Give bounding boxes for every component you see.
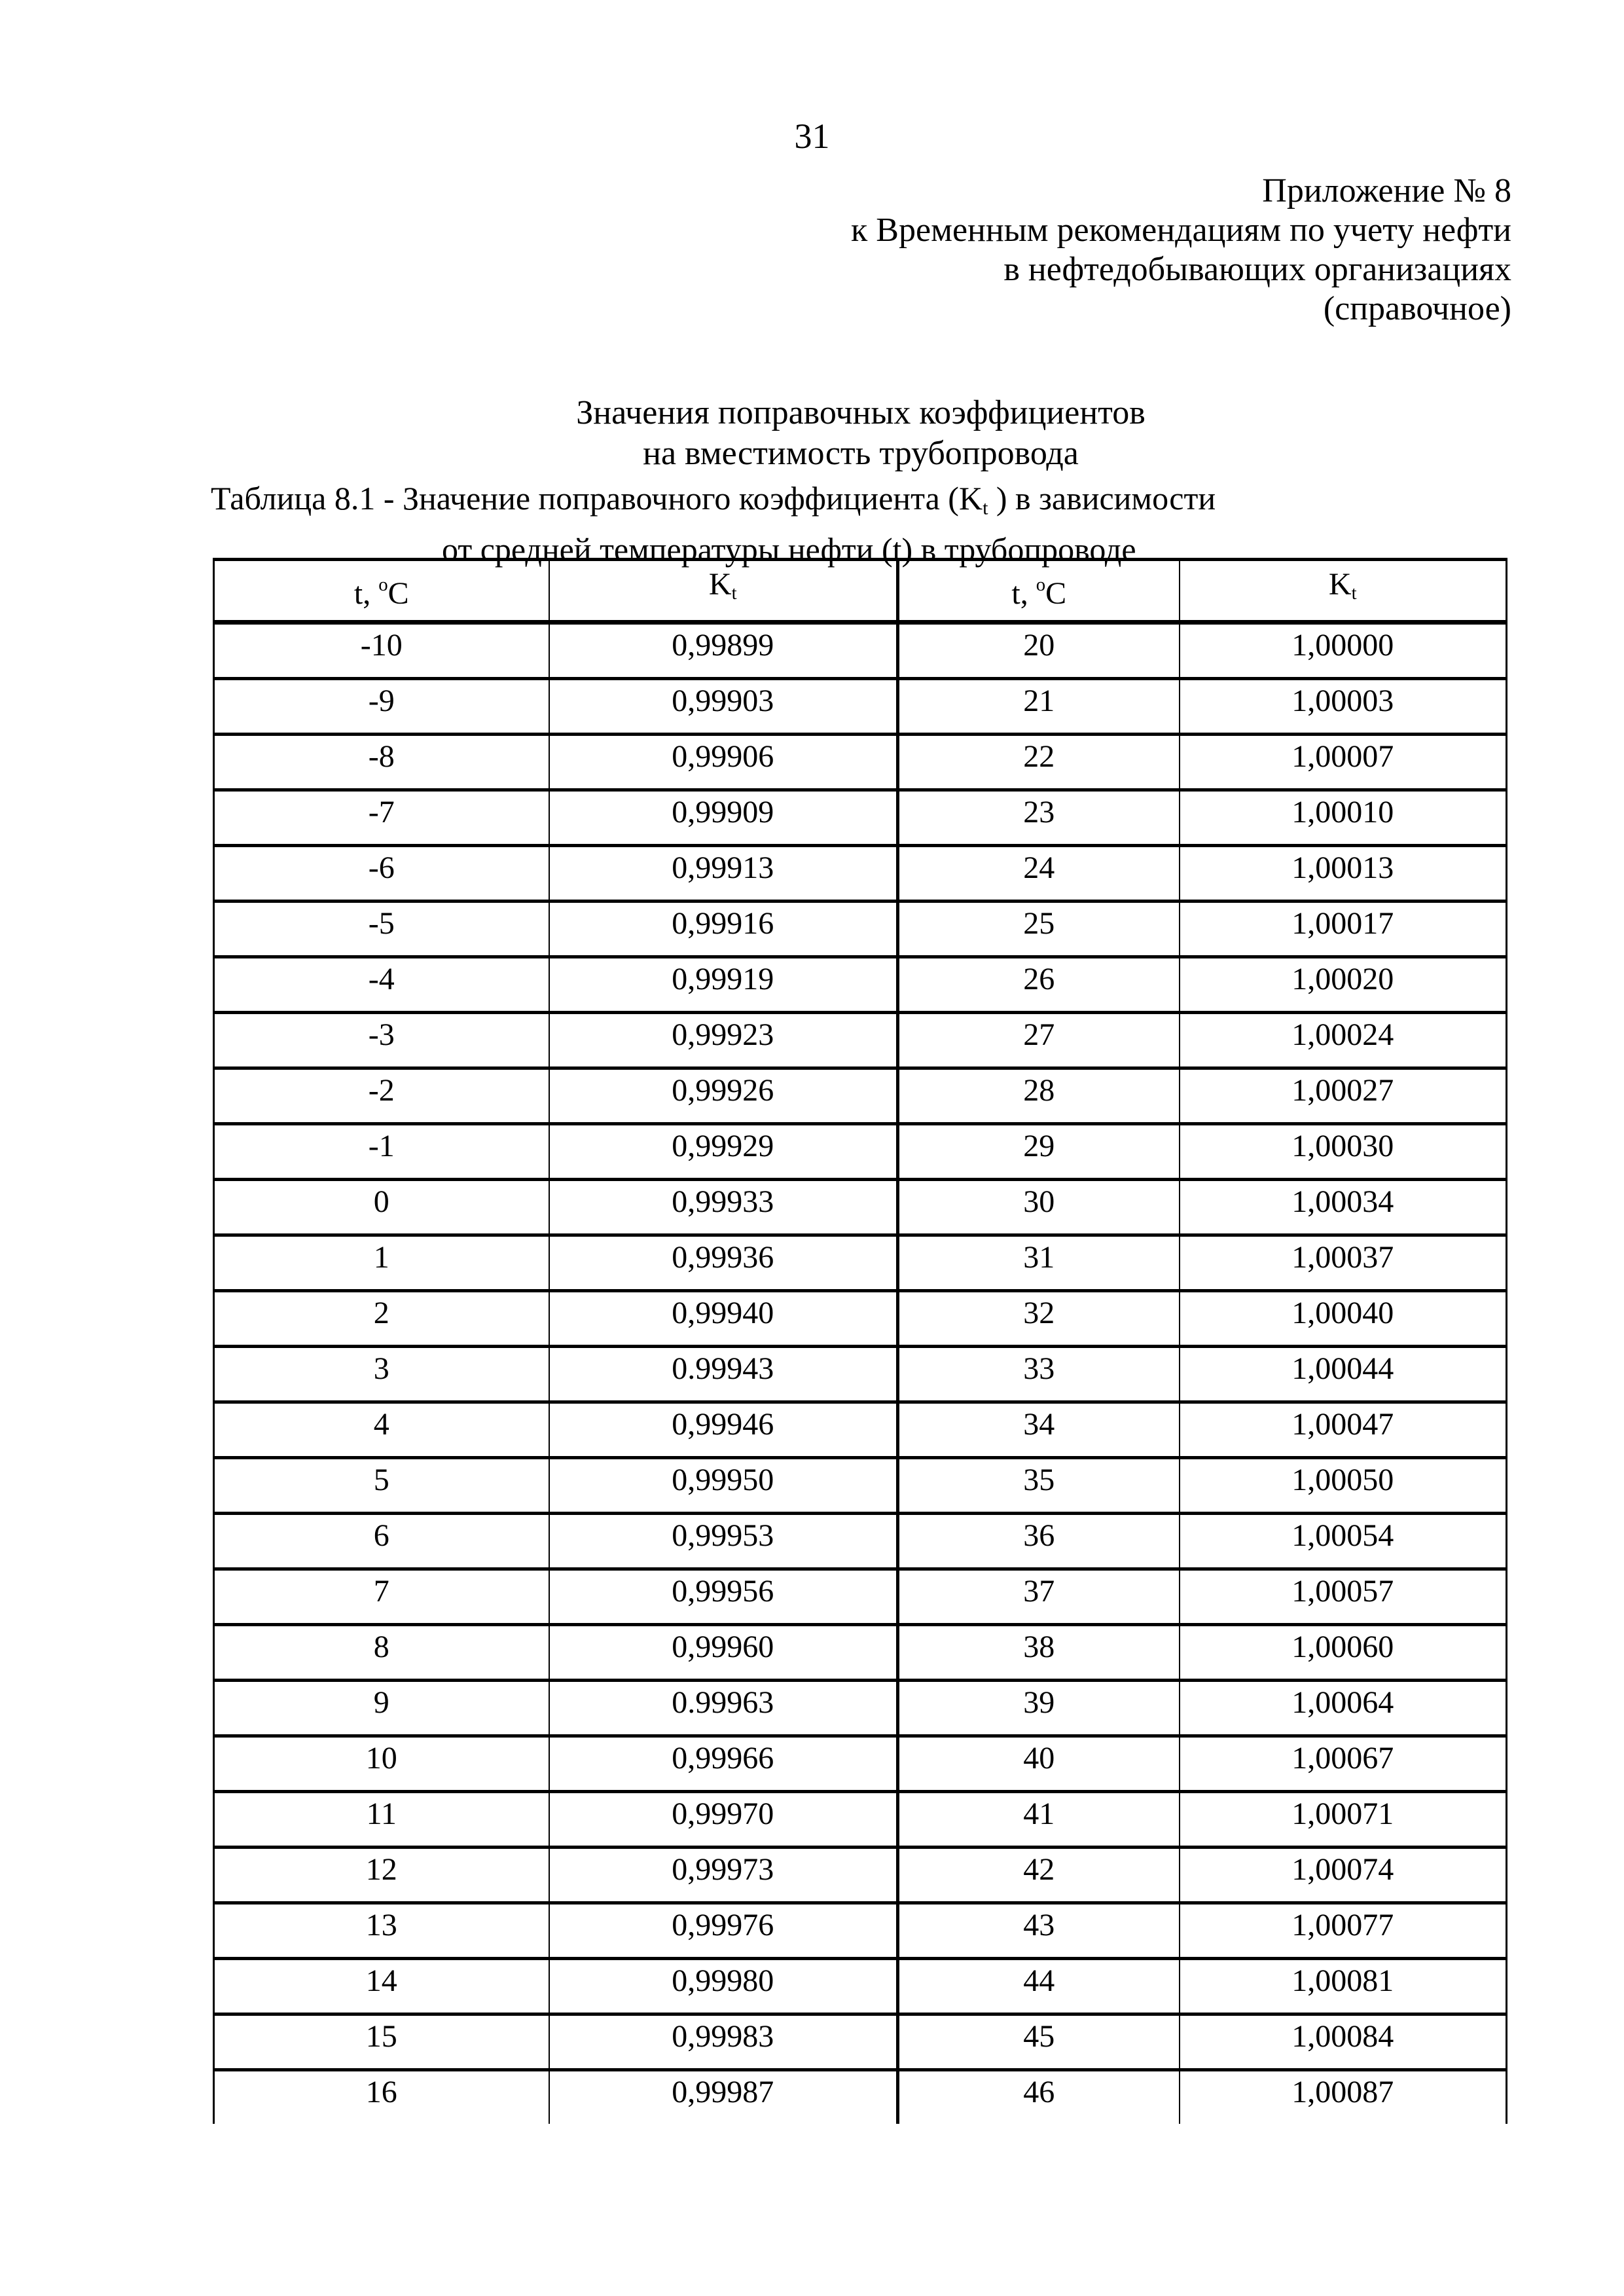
coefficient-cell: 0,99913 [549,846,898,902]
header-coefficient-1: $K_t$ [549,560,898,623]
coefficient-cell: 1,00050 [1180,1458,1507,1514]
coefficient-cell: 1,00064 [1180,1681,1507,1736]
temperature-cell: 7 [214,1569,549,1625]
coefficient-cell: 1,00027 [1180,1068,1507,1124]
temperature-cell: 13 [214,1903,549,1959]
coefficient-cell: 1,00020 [1180,957,1507,1013]
temperature-cell: 41 [898,1792,1180,1848]
temperature-cell: 2 [214,1291,549,1347]
temperature-cell: 37 [898,1569,1180,1625]
temperature-cell: 42 [898,1848,1180,1903]
coefficient-cell: 1,00057 [1180,1569,1507,1625]
table-row [214,1792,1507,1848]
temperature-cell: 28 [898,1068,1180,1124]
header-coefficient-2: $K_t$ [1180,560,1507,623]
coefficient-cell: 1,00044 [1180,1347,1507,1402]
temperature-cell: -9 [214,679,549,735]
coefficient-cell: 0,99906 [549,735,898,790]
temperature-cell: 40 [898,1736,1180,1792]
coefficient-cell: 0,99983 [549,2014,898,2070]
appendix-reference: к Временным рекомендациям по учету нефти [851,211,1511,249]
table-row [214,790,1507,846]
temperature-cell: 8 [214,1625,549,1681]
table-caption [211,478,1216,570]
table-row [214,1347,1507,1402]
table-row [214,2014,1507,2070]
temperature-cell: 35 [898,1458,1180,1514]
temperature-cell: 1 [214,1235,549,1291]
coefficient-cell: 1,00081 [1180,1959,1507,2014]
coefficient-cell: 0,99960 [549,1625,898,1681]
coefficient-cell: 1,00077 [1180,1903,1507,1959]
table-row [214,1124,1507,1180]
table-row [214,1681,1507,1736]
temperature-cell: 10 [214,1736,549,1792]
table-caption-line2: от средней температуры нефти (t) в трубопроводе [442,530,1136,568]
temperature-cell: 9 [214,1681,549,1736]
appendix-reference-continued: в нефтедобывающих организациях [1003,251,1511,288]
correction-coefficient-table [213,558,1507,2124]
coefficient-cell: 0,99933 [549,1180,898,1235]
table-row [214,1903,1507,1959]
temperature-cell: 15 [214,2014,549,2070]
temperature-cell: 33 [898,1347,1180,1402]
temperature-cell: 29 [898,1124,1180,1180]
temperature-cell: 27 [898,1013,1180,1068]
temperature-cell: 46 [898,2070,1180,2124]
temperature-cell: 3 [214,1347,549,1402]
coefficient-cell: 0,99950 [549,1458,898,1514]
table-row [214,1291,1507,1347]
table-row [214,679,1507,735]
table-row [214,957,1507,1013]
temperature-cell: 24 [898,846,1180,902]
table-row [214,1848,1507,1903]
coefficient-cell: 1,00030 [1180,1124,1507,1180]
table-row [214,1013,1507,1068]
coefficient-cell: 1,00000 [1180,623,1507,679]
coefficient-cell: 0.99943 [549,1347,898,1402]
temperature-cell: 38 [898,1625,1180,1681]
coefficient-cell: 1,00071 [1180,1792,1507,1848]
temperature-cell: -6 [214,846,549,902]
coefficient-cell: 1,00047 [1180,1402,1507,1458]
temperature-cell: 44 [898,1959,1180,2014]
coefficient-cell: 0.99963 [549,1681,898,1736]
temperature-cell: 31 [898,1235,1180,1291]
temperature-cell: 39 [898,1681,1180,1736]
temperature-cell: 34 [898,1402,1180,1458]
table-row [214,1402,1507,1458]
table-row [214,2070,1507,2124]
coefficient-cell: 1,00054 [1180,1514,1507,1569]
table-row [214,1235,1507,1291]
temperature-cell: 23 [898,790,1180,846]
table-row [214,1514,1507,1569]
temperature-cell: 30 [898,1180,1180,1235]
table-row [214,846,1507,902]
table-row [214,1736,1507,1792]
temperature-cell: 14 [214,1959,549,2014]
header-temperature-1: t, $^o$C [214,560,549,623]
coefficient-cell: 1,00067 [1180,1736,1507,1792]
page-number: 31 [794,117,830,156]
table-row [214,1068,1507,1124]
appendix-number: Приложение № 8 [1262,172,1511,210]
temperature-cell: 26 [898,957,1180,1013]
table-header-row [214,560,1507,623]
appendix-header [851,172,1511,329]
temperature-cell: -2 [214,1068,549,1124]
temperature-cell: 21 [898,679,1180,735]
coefficient-cell: 0,99916 [549,902,898,957]
section-title-line1: Значения поправочных коэффициентов [576,394,1146,431]
table-row [214,1569,1507,1625]
table-caption-line1 [211,478,1216,529]
coefficient-cell: 0,99970 [549,1792,898,1848]
temperature-cell: -5 [214,902,549,957]
coefficient-cell: 1,00040 [1180,1291,1507,1347]
temperature-cell: 45 [898,2014,1180,2070]
temperature-cell: 20 [898,623,1180,679]
temperature-cell: 6 [214,1514,549,1569]
coefficient-cell: 0,99976 [549,1903,898,1959]
temperature-cell: -7 [214,790,549,846]
coefficient-cell: 0,99923 [549,1013,898,1068]
coefficient-cell: 0,99946 [549,1402,898,1458]
coefficient-cell: 0,99973 [549,1848,898,1903]
coefficient-cell: 0,99936 [549,1235,898,1291]
temperature-cell: 32 [898,1291,1180,1347]
coefficient-cell: 0,99956 [549,1569,898,1625]
coefficient-cell: 1,00034 [1180,1180,1507,1235]
table-row [214,1625,1507,1681]
coefficient-cell: 0,99953 [549,1514,898,1569]
table-row [214,1180,1507,1235]
temperature-cell: -8 [214,735,549,790]
coefficient-cell: 0,99929 [549,1124,898,1180]
temperature-cell: 12 [214,1848,549,1903]
temperature-cell: -3 [214,1013,549,1068]
table-row [214,1458,1507,1514]
coefficient-cell: 1,00017 [1180,902,1507,957]
table-caption-prefix: Таблица 8.1 - Значение поправочного коэффициента (K [211,480,983,517]
temperature-cell: 25 [898,902,1180,957]
coefficient-cell: 1,00084 [1180,2014,1507,2070]
coefficient-cell: 0,99919 [549,957,898,1013]
coefficient-cell: 0,99940 [549,1291,898,1347]
temperature-cell: 36 [898,1514,1180,1569]
coefficient-cell: 1,00060 [1180,1625,1507,1681]
temperature-cell: 5 [214,1458,549,1514]
table-caption-suffix: ) в зависимости [988,480,1216,517]
section-title-line2: на вместимость трубопровода [643,435,1079,472]
coefficient-cell: 1,00074 [1180,1848,1507,1903]
temperature-cell: 16 [214,2070,549,2124]
coefficient-cell: 1,00013 [1180,846,1507,902]
coefficient-cell: 0,99926 [549,1068,898,1124]
section-title [0,393,1624,474]
temperature-cell: 22 [898,735,1180,790]
table-body [214,623,1507,2124]
coefficient-cell: 0,99909 [549,790,898,846]
coefficient-cell: 0,99987 [549,2070,898,2124]
coefficient-cell: 1,00037 [1180,1235,1507,1291]
coefficient-cell: 1,00024 [1180,1013,1507,1068]
table-row [214,623,1507,679]
coefficient-cell: 0,99899 [549,623,898,679]
temperature-cell: -4 [214,957,549,1013]
coefficient-cell: 0,99966 [549,1736,898,1792]
coefficient-cell: 1,00003 [1180,679,1507,735]
coefficient-cell: 1,00010 [1180,790,1507,846]
coefficient-cell: 0,99980 [549,1959,898,2014]
temperature-cell: -10 [214,623,549,679]
temperature-cell: 0 [214,1180,549,1235]
table-row [214,1959,1507,2014]
appendix-status: (справочное) [1323,290,1511,327]
temperature-cell: 11 [214,1792,549,1848]
coefficient-cell: 0,99903 [549,679,898,735]
table-row [214,902,1507,957]
coefficient-cell: 1,00007 [1180,735,1507,790]
temperature-cell: -1 [214,1124,549,1180]
coefficient-cell: 1,00087 [1180,2070,1507,2124]
header-temperature-2: t, $^o$C [898,560,1180,623]
table-caption-subscript: t [983,497,988,519]
temperature-cell: 4 [214,1402,549,1458]
table-row [214,735,1507,790]
temperature-cell: 43 [898,1903,1180,1959]
